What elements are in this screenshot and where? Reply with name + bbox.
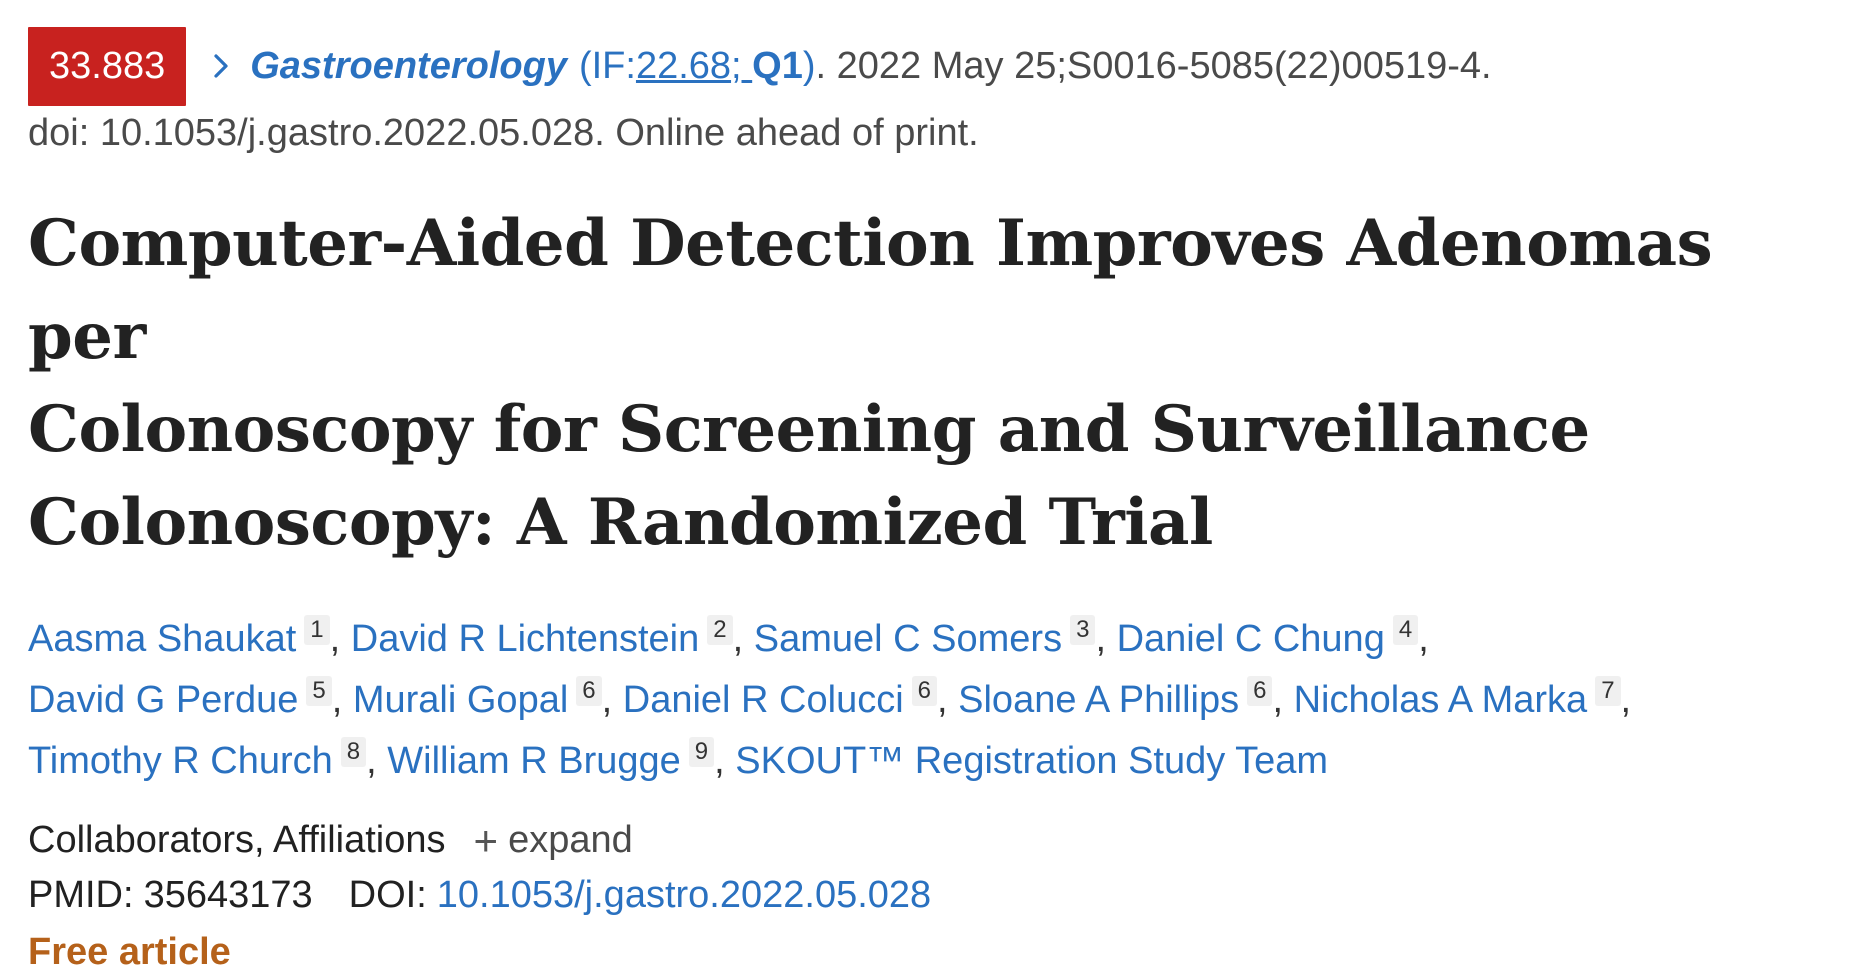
- author-item: Daniel R Colucci 6 ,: [622, 677, 959, 721]
- journal-link[interactable]: Gastroenterology: [250, 44, 567, 87]
- collaborators-label: Collaborators, Affiliations: [28, 819, 446, 861]
- author-item: David G Perdue 5 ,: [28, 677, 353, 721]
- affiliation-number[interactable]: 2: [707, 615, 732, 645]
- pmid-value: 35643173: [143, 874, 313, 916]
- identifiers-row: [28, 874, 1818, 917]
- author-link[interactable]: David R Lichtenstein: [350, 618, 700, 660]
- doi-link[interactable]: 10.1053/j.gastro.2022.05.028: [436, 874, 932, 916]
- collaborators-affiliations-row: [28, 816, 1818, 864]
- citation-date: . 2022 May 25;S0016-5085(22)00519-4.: [815, 44, 1492, 87]
- author-link[interactable]: Timothy R Church: [28, 740, 333, 782]
- affiliation-number[interactable]: 4: [1393, 615, 1418, 645]
- quartile-label: Q1: [752, 44, 803, 87]
- author-link[interactable]: William R Brugge: [387, 740, 681, 782]
- expand-button[interactable]: [473, 816, 633, 864]
- pmid-label: PMID:: [28, 874, 134, 916]
- affiliation-number[interactable]: 6: [576, 676, 601, 706]
- citation-line: [28, 26, 1818, 106]
- affiliation-number[interactable]: 3: [1070, 615, 1095, 645]
- author-item: Murali Gopal 6 ,: [352, 677, 623, 721]
- study-team-link[interactable]: SKOUT™ Registration Study Team: [735, 740, 1329, 782]
- affiliation-number[interactable]: 6: [912, 676, 937, 706]
- author-item: Sloane A Phillips 6 ,: [958, 677, 1294, 721]
- author-link[interactable]: Sloane A Phillips: [958, 679, 1240, 721]
- if-separator: ;: [731, 44, 753, 87]
- affiliation-number[interactable]: 7: [1595, 676, 1620, 706]
- author-item: Timothy R Church 8 ,: [28, 738, 388, 782]
- author-link[interactable]: Nicholas A Marka: [1293, 679, 1588, 721]
- expand-label: expand: [508, 819, 633, 861]
- author-item: Aasma Shaukat 1 ,: [28, 616, 351, 660]
- article-header: [28, 26, 1818, 974]
- authors-list: [28, 609, 1828, 792]
- plus-icon: +: [473, 816, 499, 864]
- impact-factor-link[interactable]: 22.68: [635, 44, 732, 87]
- affiliation-number[interactable]: 1: [304, 615, 329, 645]
- author-link[interactable]: Murali Gopal: [352, 679, 569, 721]
- title-line-1: Computer-Aided Detection Improves Adenomas per: [28, 206, 1713, 374]
- doi-label: DOI:: [348, 874, 427, 916]
- title-line-3: Colonoscopy: A Randomized Trial: [28, 485, 1213, 560]
- author-item: Samuel C Somers 3 ,: [753, 616, 1117, 660]
- author-item: Daniel C Chung 4 ,: [1116, 616, 1429, 660]
- author-item: William R Brugge 9 ,: [387, 738, 736, 782]
- if-suffix: ): [802, 44, 816, 87]
- author-link[interactable]: Daniel C Chung: [1116, 618, 1385, 660]
- author-item: [735, 740, 1328, 782]
- author-item: David R Lichtenstein 2 ,: [350, 616, 754, 660]
- article-title: [28, 197, 1828, 569]
- title-line-2: Colonoscopy for Screening and Surveillance: [28, 392, 1590, 467]
- impact-factor-badge[interactable]: 33.883: [28, 27, 186, 106]
- author-link[interactable]: Daniel R Colucci: [622, 679, 904, 721]
- affiliation-number[interactable]: 5: [306, 676, 331, 706]
- author-link[interactable]: Aasma Shaukat: [28, 618, 297, 660]
- author-link[interactable]: Samuel C Somers: [753, 618, 1063, 660]
- doi-status-line: doi: 10.1053/j.gastro.2022.05.028. Online ahead of print.: [28, 112, 979, 154]
- affiliation-number[interactable]: 9: [689, 737, 714, 767]
- chevron-right-icon: [206, 51, 236, 81]
- affiliation-number[interactable]: 6: [1247, 676, 1272, 706]
- author-link[interactable]: David G Perdue: [28, 679, 299, 721]
- author-item: Nicholas A Marka 7 ,: [1293, 677, 1632, 721]
- if-prefix: (IF:: [578, 44, 636, 87]
- affiliation-number[interactable]: 8: [341, 737, 366, 767]
- free-article-label: Free article: [28, 931, 231, 973]
